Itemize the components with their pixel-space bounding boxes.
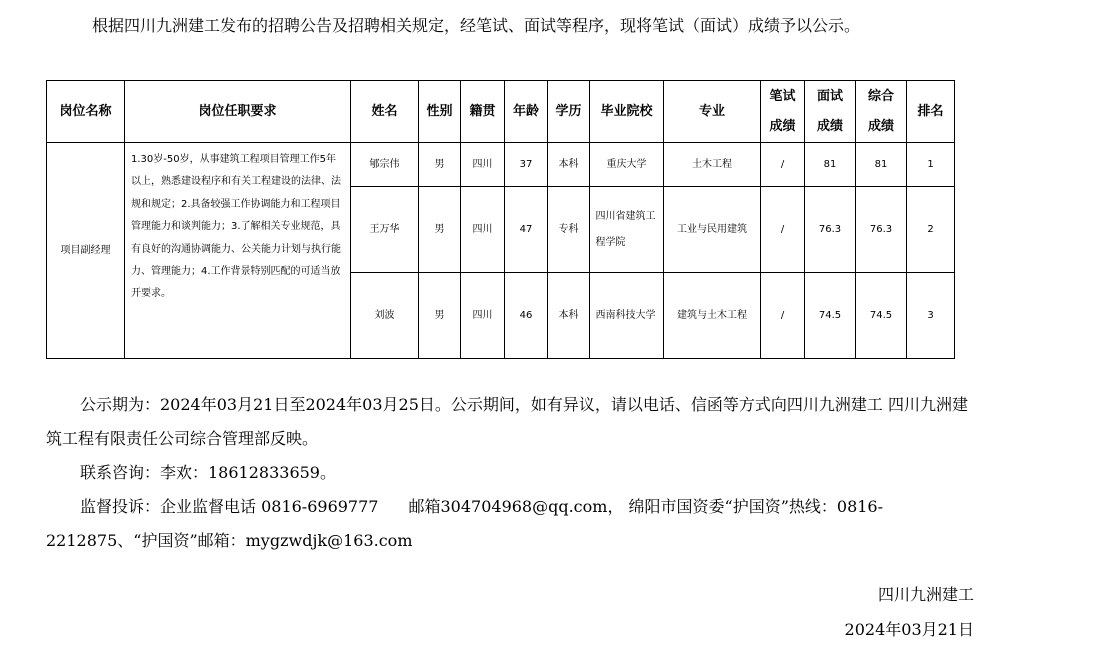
cell-school (590, 273, 664, 359)
signature-date: 2024年03月21日 (844, 620, 974, 639)
cell-major: 工业与民用建筑 (664, 187, 761, 273)
table-header-row (47, 81, 955, 143)
cell-education: 本科 (548, 143, 590, 187)
requirements-cell: 1.30岁-50岁，从事建筑工程项目管理工作5年以上，熟悉建设程序和有关工程建设的法律、法规和规定；2.具备较强工作协调能力和工程项目管理能力和谈判能力；3.了解相关专业规范，具有良好的沟通协调能力、公关能力计划与执行能力、管理能力；4.工作背景特别匹配的可适当放开要求。 (125, 143, 351, 359)
complaint-contacts-text: 邮箱304704968@qq.com， 绵阳市国资委“护国资”热线：0816-2212875、“护国资”邮箱：mygzwdjk@163.com (46, 497, 884, 550)
cell-interview: 81 (805, 143, 856, 187)
cell-total: 81 (856, 143, 907, 187)
header-interview-score (805, 81, 856, 143)
cell-major: 建筑与土木工程 (664, 273, 761, 359)
complaint-text (46, 490, 976, 558)
cell-origin: 四川 (461, 273, 505, 359)
cell-major: 土木工程 (664, 143, 761, 187)
cell-written: / (761, 187, 805, 273)
cell-gender: 男 (419, 143, 461, 187)
cell-name: 刘波 (351, 273, 419, 359)
cell-total: 74.5 (856, 273, 907, 359)
header-written-line1: 笔试 (769, 88, 796, 104)
header-name: 姓名 (351, 81, 419, 143)
header-requirements: 岗位任职要求 (125, 81, 351, 143)
publicity-period-text: 公示期为：2024年03月21日至2024年03月25日。公示期间，如有异议，请以电话、信函等方式向四川九洲建工 四川九洲建筑工程有限责任公司综合管理部反映。 (46, 395, 968, 448)
position-cell: 项目副经理 (47, 143, 125, 359)
cell-origin: 四川 (461, 143, 505, 187)
header-rank: 排名 (907, 81, 955, 143)
cell-school: 重庆大学 (590, 143, 664, 187)
header-gender: 性别 (419, 81, 461, 143)
header-position: 岗位名称 (47, 81, 125, 143)
header-major: 专业 (664, 81, 761, 143)
cell-written: / (761, 143, 805, 187)
table-row (47, 143, 955, 187)
header-interview-line2: 成绩 (816, 118, 843, 134)
cell-school-text: 西南科技大学 (595, 309, 656, 321)
header-education: 学历 (548, 81, 590, 143)
notice-section (46, 388, 976, 558)
header-total-line2: 成绩 (867, 118, 894, 134)
cell-written: / (761, 273, 805, 359)
cell-interview: 76.3 (805, 187, 856, 273)
header-age: 年龄 (505, 81, 548, 143)
header-written-line2: 成绩 (769, 118, 796, 134)
cell-gender: 男 (419, 187, 461, 273)
header-written-score (761, 81, 805, 143)
header-total-score (856, 81, 907, 143)
header-total-line1: 综合 (867, 88, 894, 104)
cell-gender: 男 (419, 273, 461, 359)
signature-org: 四川九洲建工 (877, 585, 974, 604)
header-origin: 籍贯 (461, 81, 505, 143)
contact-text: 联系咨询：李欢：18612833659。 (80, 463, 336, 482)
cell-age: 37 (505, 143, 548, 187)
header-interview-line1: 面试 (816, 88, 843, 104)
cell-name: 郇宗伟 (351, 143, 419, 187)
cell-age: 47 (505, 187, 548, 273)
cell-interview: 74.5 (805, 273, 856, 359)
cell-education: 本科 (548, 273, 590, 359)
cell-total: 76.3 (856, 187, 907, 273)
cell-school-text: 四川省建筑工程学院 (595, 210, 656, 248)
cell-rank: 1 (907, 143, 955, 187)
results-table (46, 80, 955, 359)
header-school: 毕业院校 (590, 81, 664, 143)
intro-paragraph: 根据四川九洲建工发布的招聘公告及招聘相关规定，经笔试、面试等程序，现将笔试（面试）成绩予以公示。 (92, 16, 861, 35)
cell-origin: 四川 (461, 187, 505, 273)
cell-school (590, 187, 664, 273)
cell-name: 王万华 (351, 187, 419, 273)
cell-rank: 3 (907, 273, 955, 359)
cell-age: 46 (505, 273, 548, 359)
cell-education: 专科 (548, 187, 590, 273)
complaint-phone-text: 监督投诉：企业监督电话 0816-6969777 (80, 497, 379, 516)
cell-rank: 2 (907, 187, 955, 273)
